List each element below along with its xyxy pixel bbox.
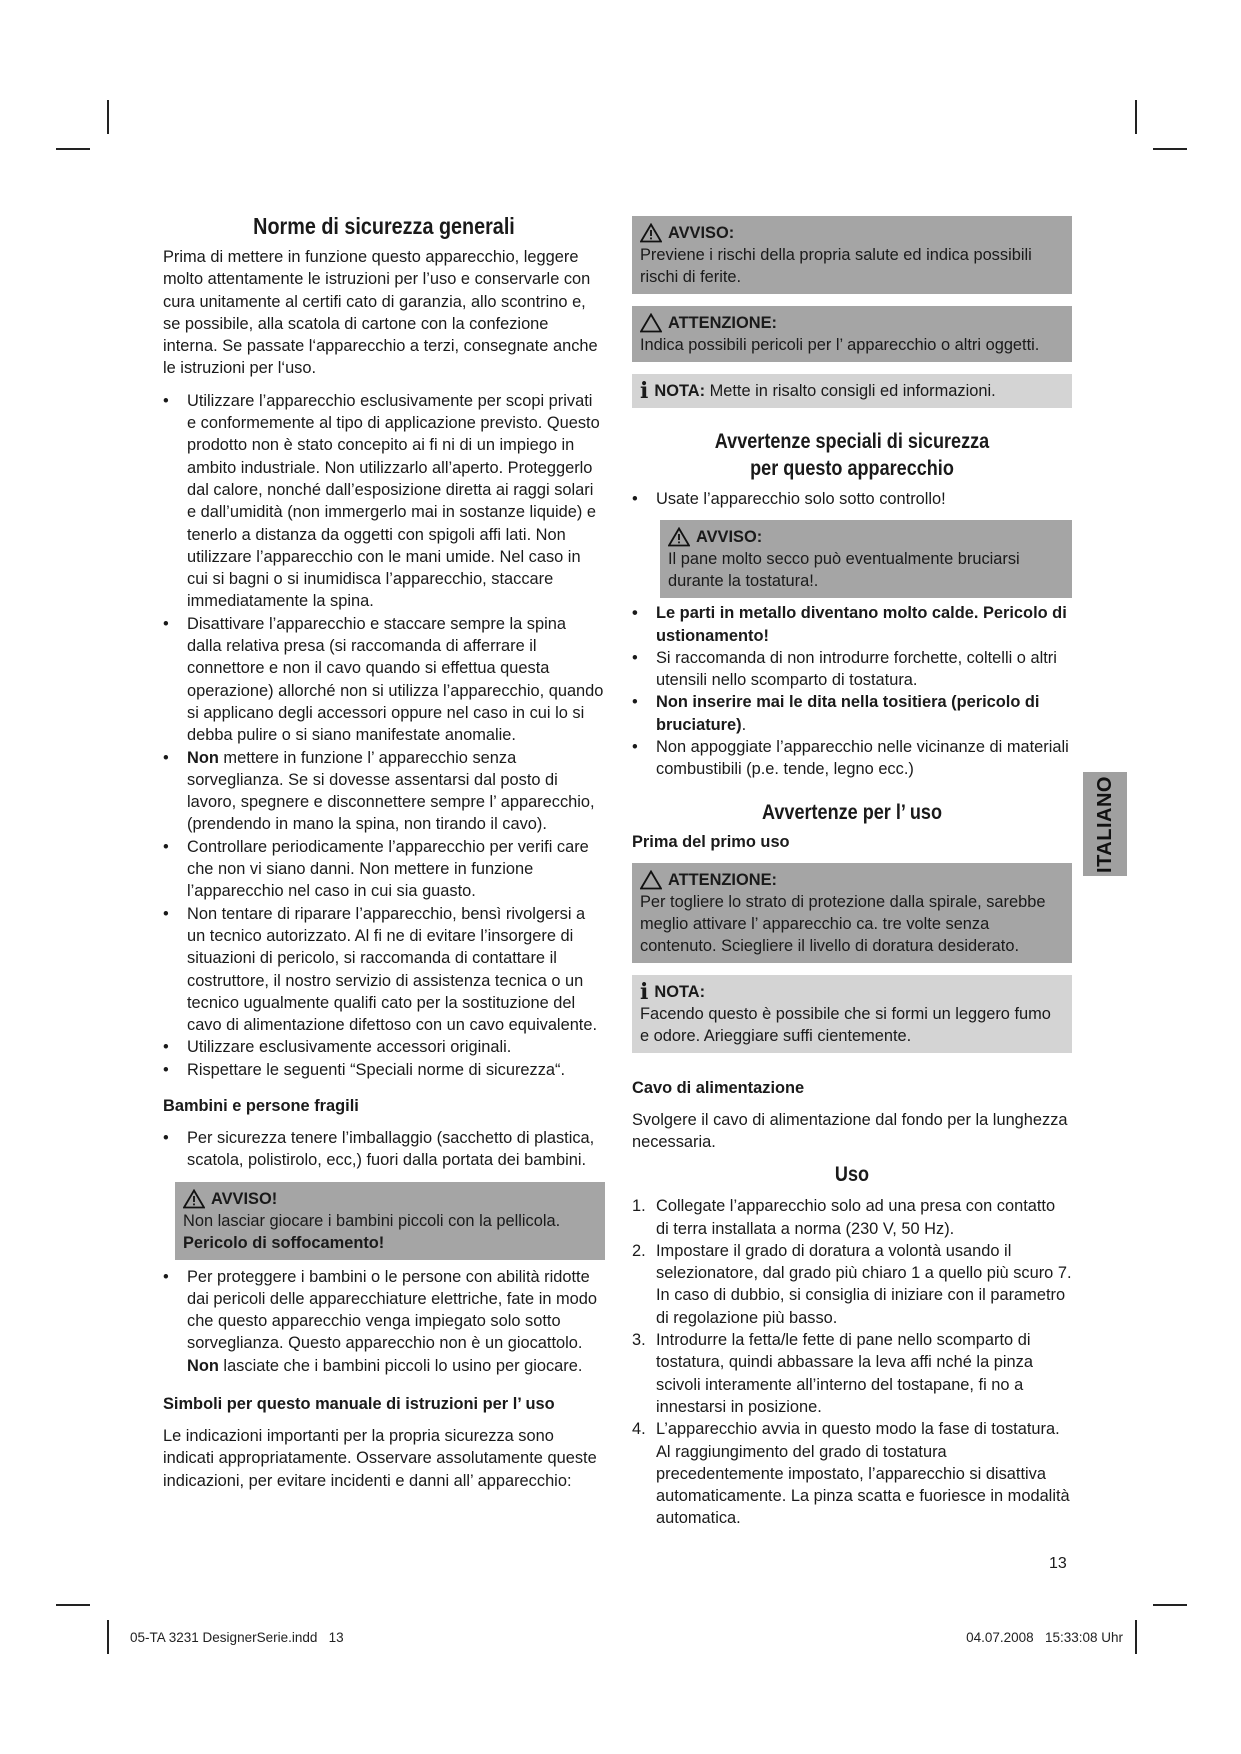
box-text: Previene i rischi della propria salute ed indica possibili rischi di ferite. xyxy=(640,246,1032,286)
box-label: ATTENZIONE: xyxy=(668,870,777,889)
box-text-bold: Pericolo di soffocamento! xyxy=(183,1233,385,1252)
box-label: AVVISO! xyxy=(211,1189,278,1208)
warning-icon xyxy=(640,223,662,243)
warning-icon xyxy=(183,1189,205,1209)
list-item xyxy=(632,1329,1072,1418)
special-safety-subtitle: per questo apparecchio xyxy=(750,457,954,480)
box-label: AVVISO: xyxy=(696,528,763,547)
list-item xyxy=(632,1195,1072,1240)
box-header xyxy=(640,380,1064,402)
symbols-heading: Simboli per questo manuale di istruzioni per l’ uso xyxy=(163,1395,555,1414)
list-item xyxy=(163,1266,605,1377)
nota-legend-box xyxy=(632,374,1072,408)
box-label: ATTENZIONE: xyxy=(668,314,777,332)
page-number: 13 xyxy=(1049,1555,1067,1572)
step-number: 3. xyxy=(632,1331,646,1350)
crop-mark xyxy=(1135,100,1137,134)
step-text: Collegate l’apparecchio solo ad una presa con contatto di terra installata a norma (230 V, 50 Hz). xyxy=(656,1197,1056,1238)
footer-timestamp: 04.07.2008 15:33:08 Uhr xyxy=(966,1630,1123,1645)
list-item: • Rispettare le seguenti “Speciali norme di sicurezza“. xyxy=(163,1059,605,1081)
list-item xyxy=(163,747,605,836)
box-label: NOTA: xyxy=(654,382,706,400)
box-text: Non lasciar giocare i bambini piccoli con la pellicola. xyxy=(183,1211,561,1230)
crop-mark xyxy=(56,148,90,150)
box-text: Per togliere lo strato di protezione dalla spirale, sarebbe meglio attivare l’ apparecchio ca. tre volte senza contenuto. Sciegliere il livello di doratura desiderato. xyxy=(640,892,1046,955)
language-tab-label: ITALIANO xyxy=(1093,775,1116,873)
list-item: • Non tentare di riparare l’apparecchio, bensì rivolgersi a un tecnico autorizzato. Al fi ne di evitare l’insorgere di situazioni di pericolo, si raccomanda di contattare il costruttore, il nostro servizio di assistenza tecnica o un tecnico ugualmente qualifi cato per la sostituzione del cavo di alimentazione difettoso con un cavo equivalente. xyxy=(163,903,605,1037)
first-use-heading: Prima del primo uso xyxy=(632,832,790,851)
special-safety-title: Avvertenze speciali di sicurezza xyxy=(714,430,990,453)
step-text: L’apparecchio avvia in questo modo la fase di tostatura. Al raggiungimento del grado di tostatura precedentemente impostato, l’apparecchio si disattiva automaticamente. La pinza scatta e fuoriesce in modalità automatica. xyxy=(656,1420,1070,1528)
first-use-nota-box xyxy=(632,975,1072,1053)
emphasis: Non xyxy=(187,1356,219,1375)
children-heading: Bambini e persone fragili xyxy=(163,1096,359,1115)
footer-file-info: 05-TA 3231 DesignerSerie.indd 13 xyxy=(130,1630,344,1645)
avviso-box xyxy=(175,1182,605,1260)
use-warnings-title: Avvertenze per l’ uso xyxy=(761,800,943,824)
emphasis: Non xyxy=(187,748,219,767)
list-item: • Utilizzare l’apparecchio esclusivamente per scopi privati e conformemente al tipo di applicazione previsto. Questo prodotto non è stato concepito ai fi ni di un impiego in ambito industriale. Non utilizzarlo all’aperto. Proteggerlo dal calore, nonché dall’esposizione diretta ai raggi solari e dall’umidità (non immergerlo mai in sostanze liquide) e tenerlo a distanza da oggetti con spigoli affi lati. Non utilizzare l’apparecchio con le mani umide. Nel caso in cui si bagni o si inumidisca l’apparecchio, staccare immediatamente la spina. xyxy=(163,390,605,613)
list-item-text: mettere in funzione l’ apparecchio senza sorveglianza. Se si dovesse assentarsi dal posto di lavoro, spegnere e disconnettere sempre l’ apparecchio, (prendendo in mano la spina, non tirando il cavo). xyxy=(187,748,595,834)
list-item xyxy=(632,1418,1072,1529)
uso-title: Uso xyxy=(834,1163,870,1187)
first-use-attenzione-box xyxy=(632,863,1072,963)
box-header xyxy=(640,978,1064,1005)
list-item: • Le parti in metallo diventano molto calde. Pericolo di ustionamento! xyxy=(632,602,1072,647)
info-icon: i xyxy=(640,378,649,404)
special-avviso-box xyxy=(660,520,1072,598)
list-item xyxy=(632,691,1072,736)
attenzione-legend-box xyxy=(632,306,1072,362)
box-header xyxy=(640,312,1064,334)
warning-icon xyxy=(668,527,690,547)
box-label: NOTA: xyxy=(654,982,706,1001)
symbols-paragraph: Le indicazioni importanti per la propria sicurezza sono indicati appropriatamente. Osservare assolutamente queste indicazioni, per evitare incidenti e danni all’ apparecchio: xyxy=(163,1427,597,1490)
box-header xyxy=(640,222,1064,244)
box-text: Mette in risalto consigli ed informazioni. xyxy=(705,382,996,400)
step-number: 1. xyxy=(632,1197,646,1216)
list-item: • Non appoggiate l’apparecchio nelle vicinanze di materiali combustibili (p.e. tende, legno ecc.) xyxy=(632,736,1072,781)
box-text: Indica possibili pericoli per l’ apparecchio o altri oggetti. xyxy=(640,336,1040,354)
general-safety-title: Norme di sicurezza generali xyxy=(253,213,515,239)
box-header xyxy=(183,1188,597,1210)
list-item: • Si raccomanda di non introdurre forchette, coltelli o altri utensili nello scomparto di tostatura. xyxy=(632,647,1072,692)
list-item-text: lasciate che i bambini piccoli lo usino per giocare. xyxy=(218,1356,583,1375)
cable-paragraph: Svolgere il cavo di alimentazione dal fondo per la lunghezza necessaria. xyxy=(632,1110,1068,1151)
step-number: 2. xyxy=(632,1241,646,1260)
children-list xyxy=(163,1127,605,1172)
avviso-legend-box xyxy=(632,216,1072,294)
crop-mark xyxy=(1153,1604,1187,1606)
special-list xyxy=(632,488,1072,510)
box-header xyxy=(640,869,1064,891)
info-icon: i xyxy=(640,978,649,1005)
crop-mark xyxy=(107,100,109,134)
caution-icon xyxy=(640,313,662,333)
list-item: • Per sicurezza tenere l’imballaggio (sacchetto di plastica, scatola, polistirolo, ecc,) fuori dalla portata dei bambini. xyxy=(163,1127,605,1172)
crop-mark xyxy=(107,1620,109,1654)
uso-steps xyxy=(632,1195,1072,1529)
list-item-text: Per proteggere i bambini o le persone con abilità ridotte dai pericoli delle apparecchiature elettriche, fate in modo che questo apparecchio venga impiegato solo sotto sorveglianza. Questo apparecchio non è un giocattolo. xyxy=(187,1267,598,1353)
special-list-2 xyxy=(632,602,1072,780)
box-text: Il pane molto secco può eventualmente bruciarsi durante la tostatura!. xyxy=(668,550,1020,591)
intro-paragraph: Prima di mettere in funzione questo apparecchio, leggere molto attentamente le istruzioni per l’uso e conservarle con cura unitamente al certifi cato di garanzia, allo scontrino e, se possibile, alla scatola di cartone con la confezione interna. Se passate l‘apparecchio a terzi, consegnate anche le istruzioni per l‘uso. xyxy=(163,248,598,378)
list-item: • Controllare periodicamente l’apparecchio per verifi care che non vi siano danni. Non mettere in funzione l’apparecchio nel caso in cui sia guasto. xyxy=(163,836,605,903)
cable-heading: Cavo di alimentazione xyxy=(632,1078,805,1097)
list-item xyxy=(632,1240,1072,1329)
safety-list xyxy=(163,390,605,1081)
children-list-2 xyxy=(163,1266,605,1377)
list-item: • Usate l’apparecchio solo sotto controllo! xyxy=(632,488,1072,510)
emphasis: Non inserire mai le dita nella tositiera (pericolo di bruciature) xyxy=(656,693,1040,734)
list-item-text: . xyxy=(741,715,747,734)
crop-mark xyxy=(56,1604,90,1606)
step-text: Introdurre la fetta/le fette di pane nello scomparto di tostatura, quindi abbassare la leva affi nché la pinza scivoli interamente all’interno del tostapane, fi no a innestarsi in posizione. xyxy=(656,1331,1033,1416)
list-item: • Disattivare l’apparecchio e staccare sempre la spina dalla relativa presa (si raccomanda di afferrare il connettore e non il cavo quando si effettua questa operazione) allorché non si utilizza l’apparecchio, quando si applicano degli accessori oppure nel caso in cui lo si debba pulire o si siano manifestate anomalie. xyxy=(163,613,605,747)
language-tab xyxy=(1083,772,1127,876)
left-column xyxy=(163,212,605,1492)
step-text: Impostare il grado di doratura a volontà usando il selezionatore, dal grado più chiaro 1 a quello più scuro 7. In caso di dubbio, si consiglia di iniziare con il parametro di regolazione più basso. xyxy=(656,1241,1072,1327)
box-header xyxy=(668,526,1064,548)
list-item: • Utilizzare esclusivamente accessori originali. xyxy=(163,1036,605,1058)
step-number: 4. xyxy=(632,1420,646,1439)
crop-mark xyxy=(1153,148,1187,150)
caution-icon xyxy=(640,870,662,890)
crop-mark xyxy=(1135,1620,1137,1654)
box-label: AVVISO: xyxy=(668,224,735,242)
box-text: Facendo questo è possibile che si formi un leggero fumo e odore. Arieggiare suffi cientemente. xyxy=(640,1004,1051,1045)
right-column xyxy=(632,216,1072,1530)
nota-line xyxy=(654,380,995,402)
